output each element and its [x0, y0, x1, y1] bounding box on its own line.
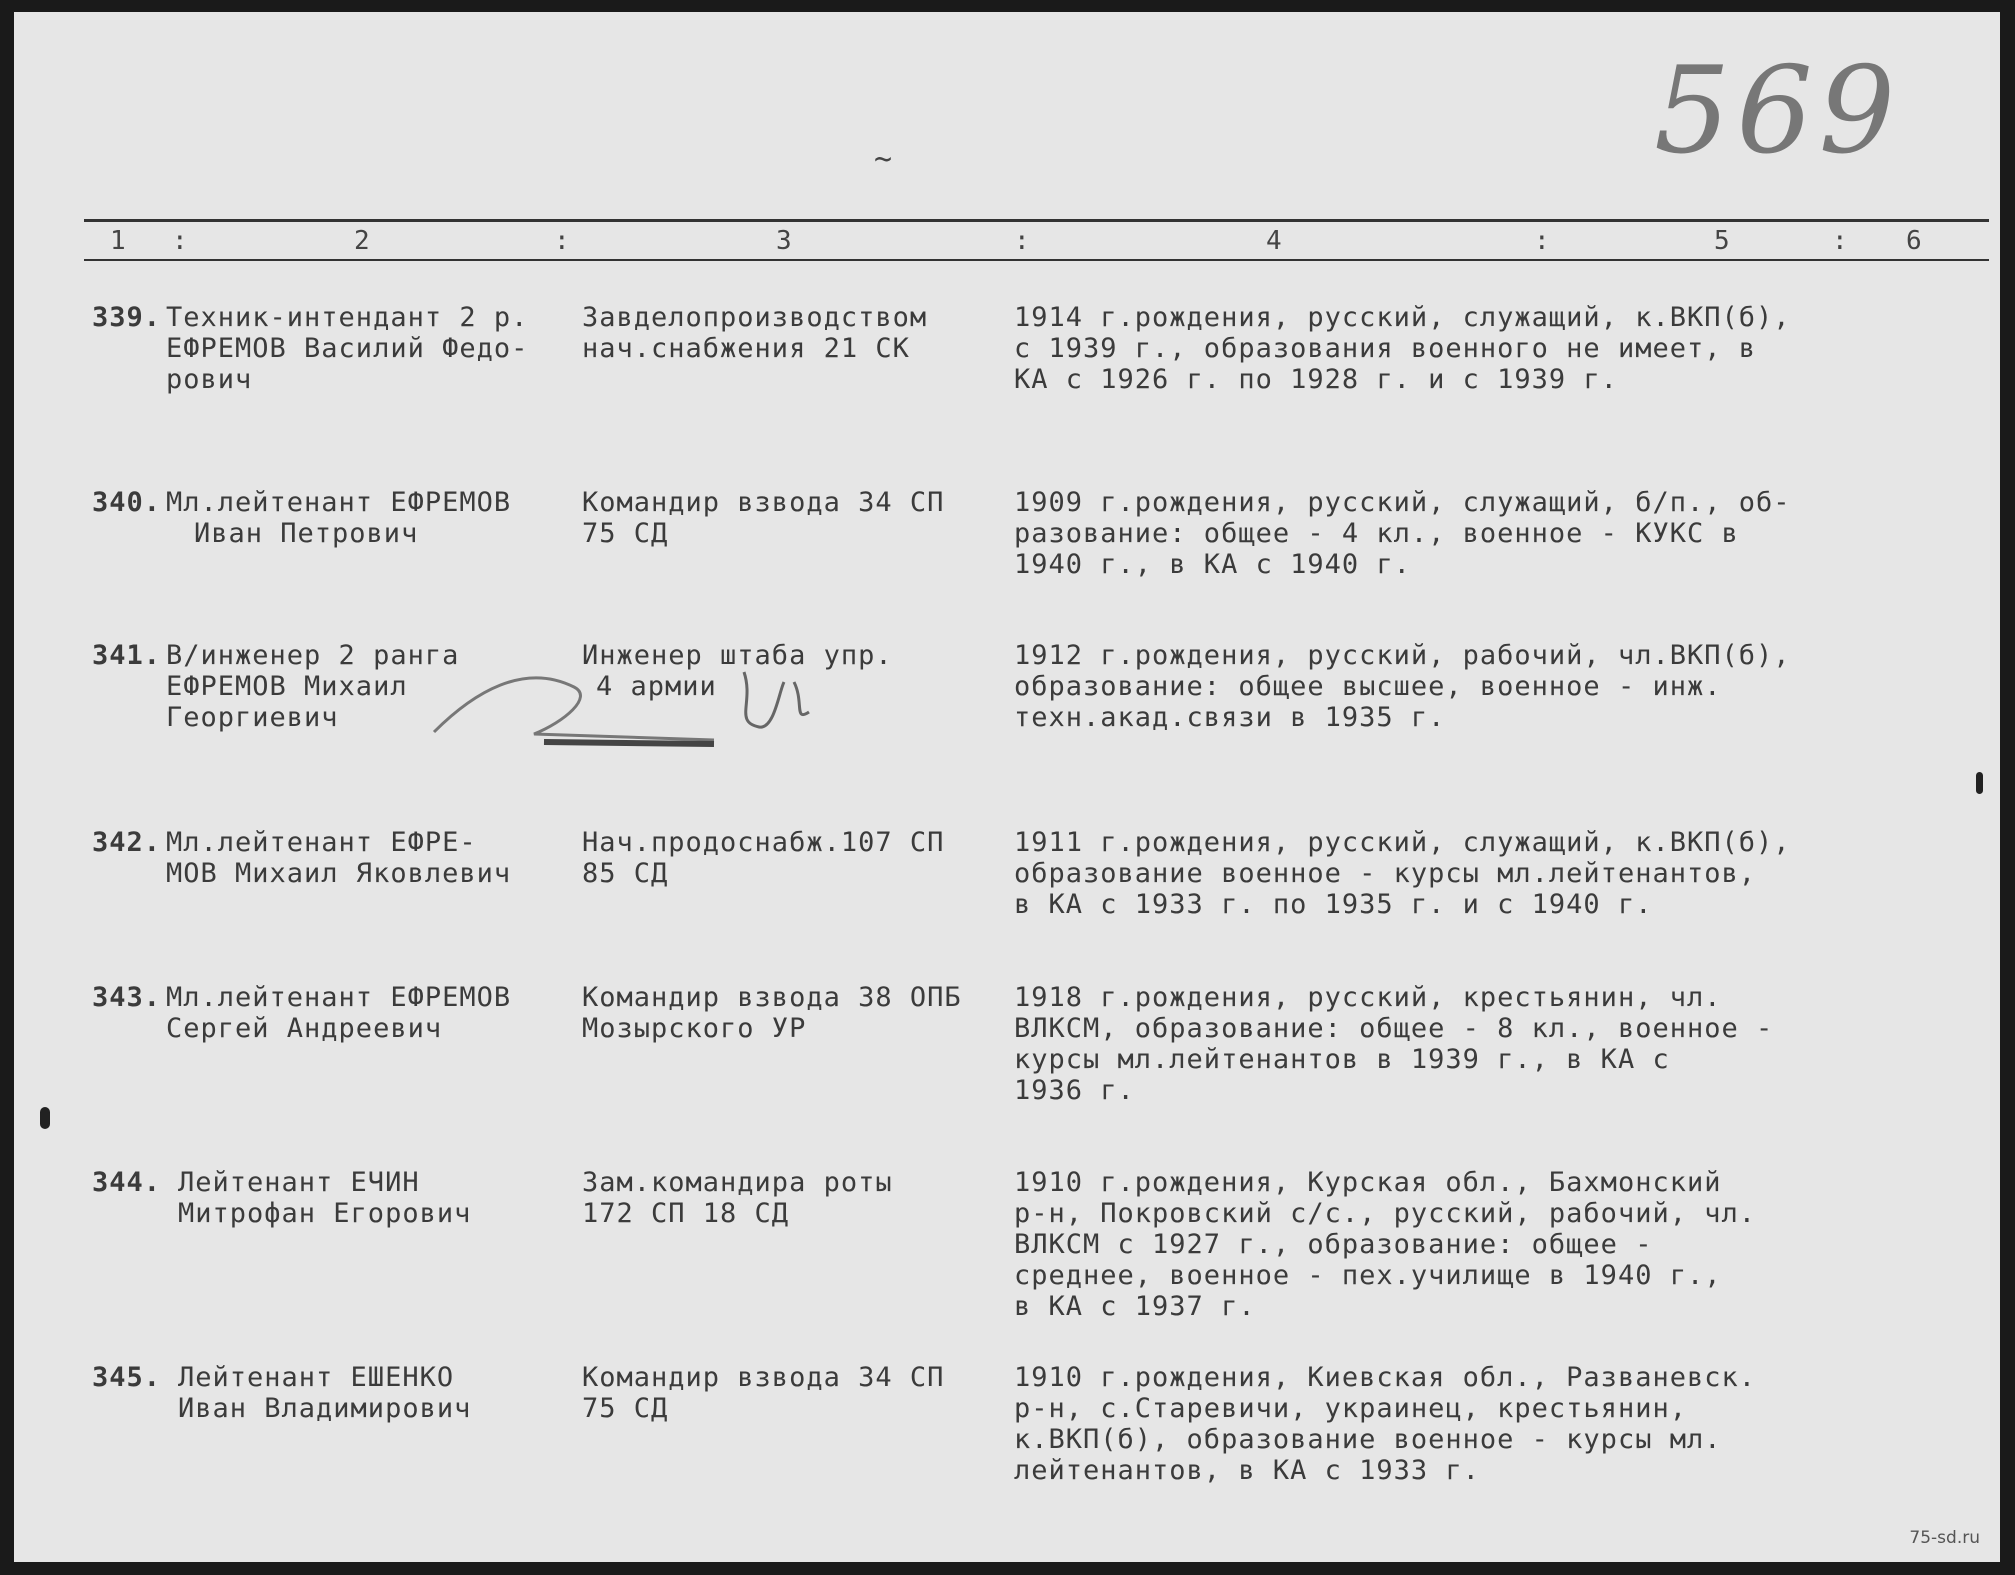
biography-line: техн.акад.связи в 1935 г. [1014, 702, 1446, 733]
name-line: рович [166, 364, 253, 395]
name-line: Митрофан Егорович [178, 1198, 472, 1229]
position-line: 85 СД [582, 858, 669, 889]
record-position [582, 487, 1022, 549]
record-name [166, 827, 586, 889]
header-rule-bottom [84, 259, 1989, 261]
name-line: ЕФРЕМОВ Василий Федо- [166, 333, 529, 364]
record-position [582, 1167, 1022, 1229]
name-line: Георгиевич [166, 702, 339, 733]
biography-line: с 1939 г., образования военного не имеет, в [1014, 333, 1756, 364]
position-line: нач.снабжения 21 СК [582, 333, 910, 364]
name-line: Техник-интендант 2 р. [166, 302, 529, 333]
name-line: Мл.лейтенант ЕФРЕ- [166, 827, 477, 858]
name-line: МОВ Михаил Яковлевич [166, 858, 512, 889]
watermark-text: 75-sd.ru [1909, 1528, 1980, 1548]
dash-mark: ~ [874, 142, 893, 177]
column-separator: : [1534, 226, 1550, 256]
record-number: 345. [92, 1362, 162, 1393]
handwritten-signature [414, 652, 834, 762]
biography-line: к.ВКП(б), образование военное - курсы мл. [1014, 1424, 1722, 1455]
record-position [582, 982, 1022, 1044]
position-line: Командир взвода 38 ОПБ [582, 982, 962, 1013]
record-name [178, 1167, 598, 1229]
biography-line: 1936 г. [1014, 1075, 1135, 1106]
handwritten-page-number: 569 [1654, 42, 1902, 181]
biography-line: 1918 г.рождения, русский, крестьянин, чл. [1014, 982, 1722, 1013]
record-name [178, 1362, 598, 1424]
column-header-4: 4 [1266, 226, 1282, 256]
punch-hole-mark [40, 1107, 50, 1129]
record-biography [1014, 487, 1884, 580]
column-header-3: 3 [776, 226, 792, 256]
biography-line: среднее, военное - пех.училище в 1940 г., [1014, 1260, 1722, 1291]
record-name [166, 487, 586, 549]
name-line: В/инженер 2 ранга [166, 640, 460, 671]
biography-line: образование: общее высшее, военное - инж. [1014, 671, 1722, 702]
record-number: 339. [92, 302, 162, 333]
biography-line: лейтенантов, в КА с 1933 г. [1014, 1455, 1480, 1486]
column-separator: : [172, 226, 188, 256]
name-line: Иван Петрович [194, 518, 419, 549]
column-header-5: 5 [1714, 226, 1730, 256]
column-separator: : [1014, 226, 1030, 256]
biography-line: 1912 г.рождения, русский, рабочий, чл.ВКП(б), [1014, 640, 1791, 671]
record-number: 340. [92, 487, 162, 518]
record-name [166, 302, 586, 395]
record-biography [1014, 827, 1884, 920]
record-biography [1014, 982, 1884, 1106]
name-line: Лейтенант ЕШЕНКО [178, 1362, 455, 1393]
record-position [582, 827, 1022, 889]
biography-line: 1911 г.рождения, русский, служащий, к.ВКП(б), [1014, 827, 1791, 858]
name-line: ЕФРЕМОВ Михаил [166, 671, 408, 702]
biography-line: в КА с 1937 г. [1014, 1291, 1256, 1322]
record-position [582, 1362, 1022, 1424]
record-number: 341. [92, 640, 162, 671]
position-line: Мозырского УР [582, 1013, 807, 1044]
position-line: 75 СД [582, 1393, 669, 1424]
record-biography [1014, 640, 1884, 733]
record-name [166, 982, 586, 1044]
biography-line: КА с 1926 г. по 1928 г. и с 1939 г. [1014, 364, 1618, 395]
biography-line: р-н, с.Старевичи, украинец, крестьянин, [1014, 1393, 1687, 1424]
biography-line: ВЛКСМ, образование: общее - 8 кл., военное - [1014, 1013, 1774, 1044]
record-number: 344. [92, 1167, 162, 1198]
biography-line: разование: общее - 4 кл., военное - КУКС в [1014, 518, 1739, 549]
name-line: Мл.лейтенант ЕФРЕМОВ [166, 982, 512, 1013]
biography-line: 1910 г.рождения, Курская обл., Бахмонский [1014, 1167, 1722, 1198]
column-separator: : [1832, 226, 1848, 256]
biography-line: в КА с 1933 г. по 1935 г. и с 1940 г. [1014, 889, 1653, 920]
position-line: Завделопроизводством [582, 302, 928, 333]
biography-line: 1910 г.рождения, Киевская обл., Разваневск. [1014, 1362, 1756, 1393]
position-line: Зам.командира роты [582, 1167, 893, 1198]
biography-line: 1909 г.рождения, русский, служащий, б/п., об- [1014, 487, 1791, 518]
record-biography [1014, 1167, 1884, 1322]
position-line: 172 СП 18 СД [582, 1198, 790, 1229]
column-header-1: 1 [110, 226, 126, 256]
biography-line: 1914 г.рождения, русский, служащий, к.ВКП(б), [1014, 302, 1791, 333]
position-line: 4 армии [596, 671, 717, 702]
record-biography [1014, 1362, 1884, 1486]
biography-line: 1940 г., в КА с 1940 г. [1014, 549, 1411, 580]
biography-line: курсы мл.лейтенантов в 1939 г., в КА с [1014, 1044, 1670, 1075]
name-line: Лейтенант ЕЧИН [178, 1167, 420, 1198]
column-separator: : [554, 226, 570, 256]
position-line: Нач.продоснабж.107 СП [582, 827, 945, 858]
name-line: Иван Владимирович [178, 1393, 472, 1424]
edge-mark [1976, 772, 1983, 794]
biography-line: образование военное - курсы мл.лейтенантов, [1014, 858, 1756, 889]
record-number: 342. [92, 827, 162, 858]
position-line: Командир взвода 34 СП [582, 1362, 945, 1393]
column-header-6: 6 [1906, 226, 1922, 256]
column-header-2: 2 [354, 226, 370, 256]
record-biography [1014, 302, 1884, 395]
record-number: 343. [92, 982, 162, 1013]
record-position [582, 302, 1022, 364]
biography-line: р-н, Покровский с/с., русский, рабочий, чл. [1014, 1198, 1756, 1229]
name-line: Сергей Андреевич [166, 1013, 443, 1044]
header-rule-top [84, 219, 1989, 222]
biography-line: ВЛКСМ с 1927 г., образование: общее - [1014, 1229, 1653, 1260]
position-line: 75 СД [582, 518, 669, 549]
document-page [14, 12, 2000, 1562]
name-line: Мл.лейтенант ЕФРЕМОВ [166, 487, 512, 518]
position-line: Командир взвода 34 СП [582, 487, 945, 518]
position-line: Инженер штаба упр. [582, 640, 893, 671]
